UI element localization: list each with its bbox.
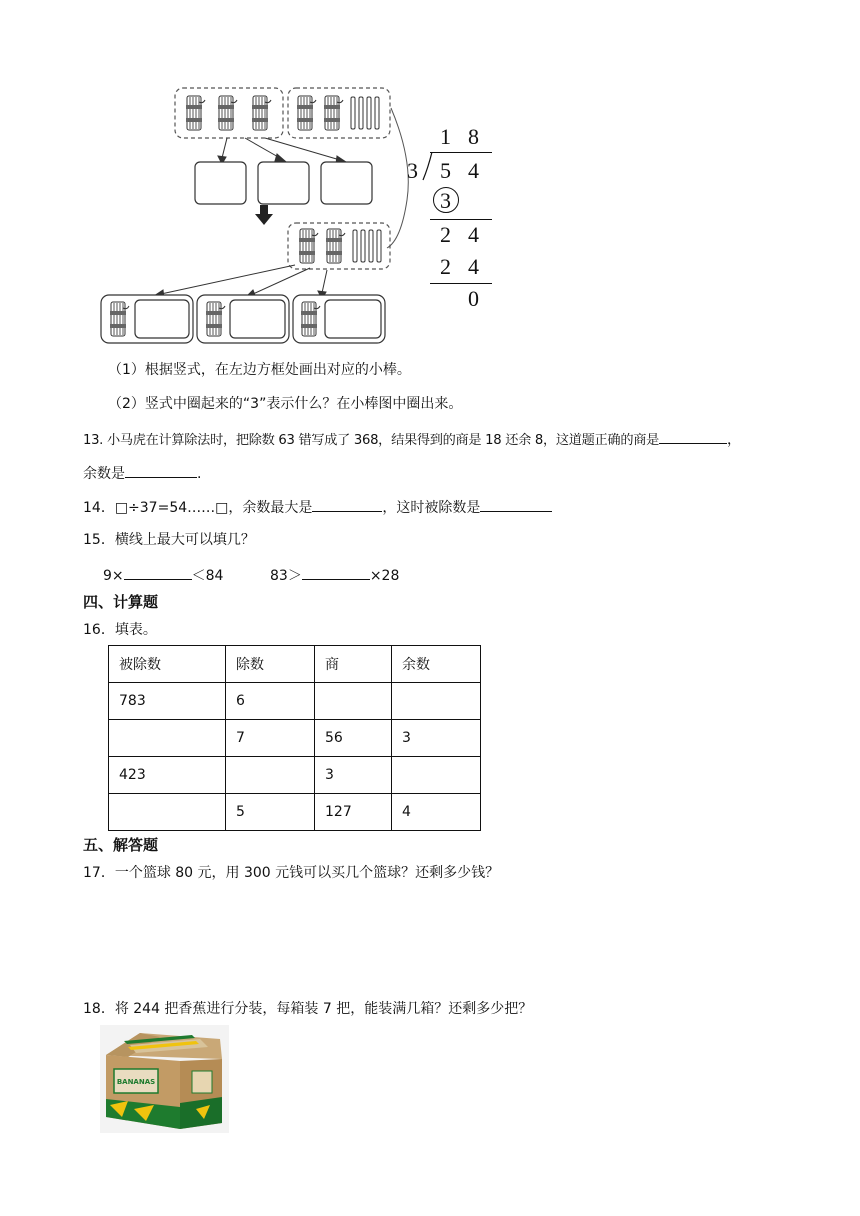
q15-answer-blank-1[interactable] [124, 565, 192, 580]
section-4-heading: 四、计算题 [83, 593, 159, 611]
table-row [109, 720, 481, 757]
section-5-heading: 五、解答题 [83, 836, 159, 854]
table-row [109, 794, 481, 831]
q13-comma: ， [727, 432, 741, 448]
table-cell: 5 [226, 794, 315, 831]
division-line-2 [430, 283, 492, 284]
stick-diagram [95, 80, 425, 348]
long-division [400, 120, 500, 320]
bottom-box-2 [197, 295, 289, 343]
table-cell-blank[interactable] [315, 683, 392, 720]
q13-text: 13. 小马虎在计算除法时，把除数 63 错写成了 368，结果得到的商是 18 还余 8，这道题正确的商是 [83, 433, 659, 448]
empty-box-3 [321, 162, 372, 204]
q13-remainder-label: 余数是 [83, 466, 125, 482]
table-cell-blank[interactable] [109, 794, 226, 831]
divisor: 3 [407, 158, 418, 183]
banana-box-image [100, 1025, 229, 1133]
table-cell: 423 [109, 757, 226, 794]
q15-expr1 [103, 565, 223, 585]
q15-expr2-start: 83＞ [270, 568, 302, 584]
table-row [109, 757, 481, 794]
q15-answer-blank-2[interactable] [302, 565, 370, 580]
q13-line2 [83, 463, 201, 483]
division-bar [430, 152, 492, 153]
q14-text-1: 14．□÷37=54……□，余数最大是 [83, 500, 313, 516]
q16-table [108, 645, 481, 831]
step3-digit-2: 4 [468, 254, 479, 279]
table-cell: 56 [315, 720, 392, 757]
bundle-group-top-right [288, 88, 390, 138]
table-cell: 127 [315, 794, 392, 831]
header-divisor: 除数 [226, 646, 315, 683]
table-cell: 7 [226, 720, 315, 757]
dividend-digit-1: 5 [440, 158, 451, 183]
q14-answer-blank-max-remainder[interactable] [312, 497, 382, 512]
empty-box-2 [258, 162, 309, 204]
q13-answer-blank-remainder[interactable] [125, 463, 197, 478]
table-cell: 3 [392, 720, 481, 757]
division-bracket [422, 152, 434, 182]
bundle-group-middle [288, 223, 390, 269]
q18-text: 18．将 244 把香蕉进行分装，每箱装 7 把，能装满几箱？还剩多少把？ [83, 1001, 533, 1017]
table-header-row [109, 646, 481, 683]
table-cell: 3 [315, 757, 392, 794]
q13-answer-blank-quotient[interactable] [659, 429, 727, 444]
quotient-digit-2: 8 [468, 124, 479, 149]
remainder-digit: 0 [468, 286, 479, 311]
q13-period: . [197, 466, 202, 482]
table-cell-blank[interactable] [226, 757, 315, 794]
table-cell: 4 [392, 794, 481, 831]
bottom-box-1 [101, 295, 193, 343]
q14-answer-blank-dividend[interactable] [480, 497, 552, 512]
q13-line1 [83, 429, 741, 450]
dividend-digit-2: 4 [468, 158, 479, 183]
circled-step-digit: 3 [440, 188, 451, 213]
empty-box-1 [195, 162, 246, 204]
step2-digit-1: 2 [440, 222, 451, 247]
header-quotient: 商 [315, 646, 392, 683]
header-remainder: 余数 [392, 646, 481, 683]
thick-down-arrow-icon [255, 205, 273, 225]
q17-text: 17．一个篮球 80 元，用 300 元钱可以买几个篮球？还剩多少钱？ [83, 865, 500, 881]
q12-sub1: （1）根据竖式，在左边方框处画出对应的小棒。 [108, 362, 411, 378]
table-row [109, 683, 481, 720]
bundle-group-top-left [175, 88, 283, 138]
step2-digit-2: 4 [468, 222, 479, 247]
q14-line [83, 497, 552, 517]
table-cell-blank[interactable] [392, 683, 481, 720]
q15-expr2-end: ×28 [369, 568, 400, 584]
step3-digit-1: 2 [440, 254, 451, 279]
q12-sub2: （2）竖式中圈起来的“3”表示什么？在小棒图中圈出来。 [108, 396, 463, 412]
table-cell-blank[interactable] [392, 757, 481, 794]
header-dividend: 被除数 [109, 646, 226, 683]
table-cell: 6 [226, 683, 315, 720]
q16-title: 16．填表。 [83, 622, 157, 638]
q15-expr1-end: ＜84 [191, 568, 224, 584]
bottom-box-3 [293, 295, 385, 343]
q15-expr2 [270, 565, 399, 585]
box-brand-label: BANANAS [116, 1078, 156, 1086]
quotient-digit-1: 1 [440, 124, 451, 149]
q15-title: 15．横线上最大可以填几？ [83, 532, 255, 548]
q15-expr1-start: 9× [103, 568, 124, 584]
q14-text-2: ，这时被除数是 [382, 500, 481, 516]
table-cell: 783 [109, 683, 226, 720]
division-line-1 [430, 219, 492, 220]
table-cell-blank[interactable] [109, 720, 226, 757]
